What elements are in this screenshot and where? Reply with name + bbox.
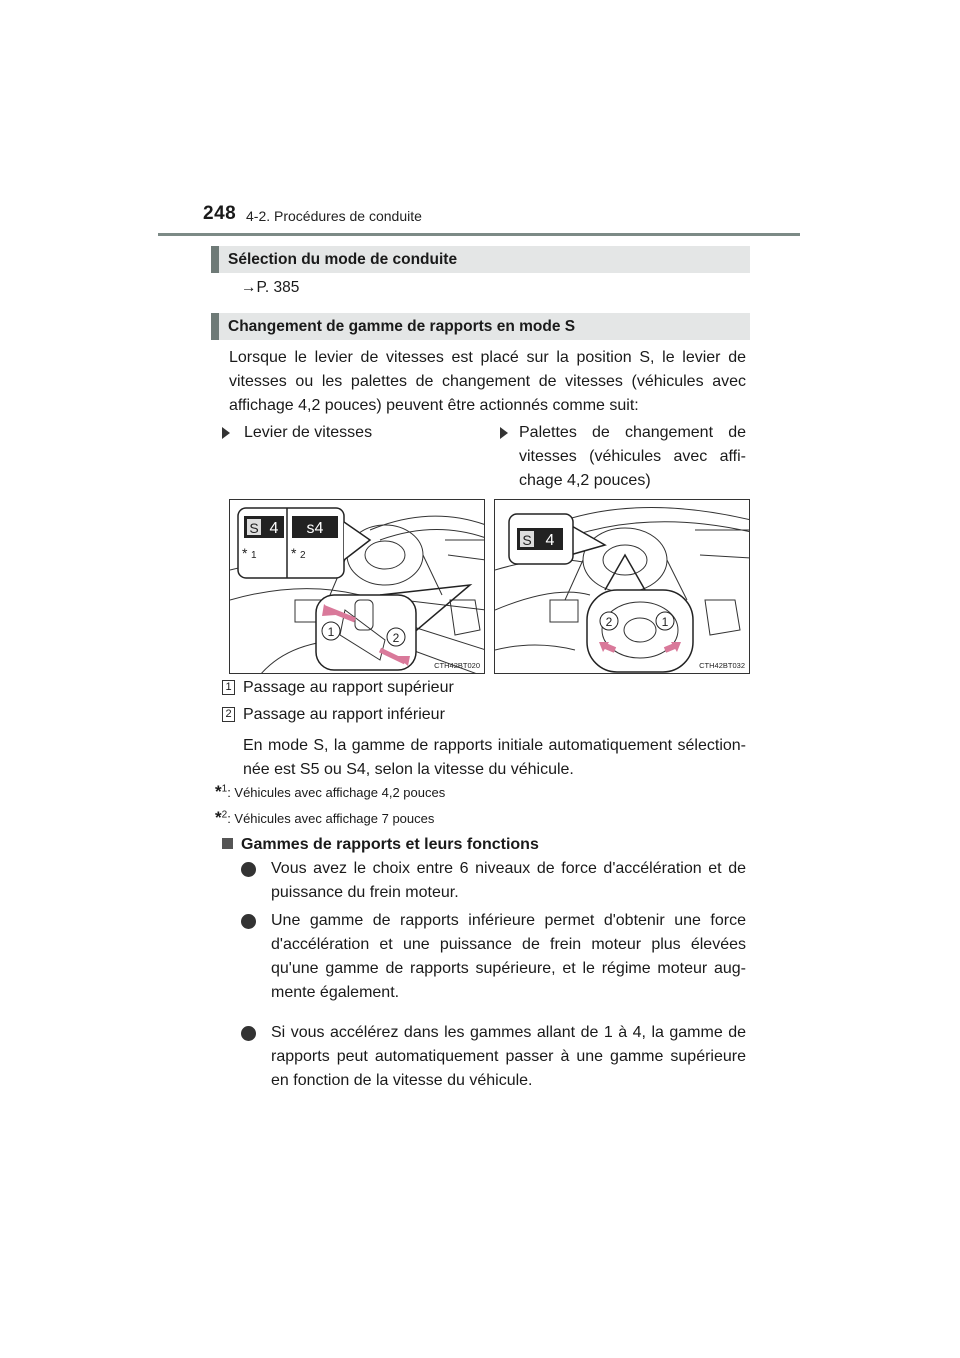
bullet-text-1: Vous avez le choix entre 6 niveaux de force d'accélération et de puissance du frein moteur. — [271, 860, 746, 901]
figure-left-badge-b: s4 — [306, 520, 324, 537]
section-heading-s-mode — [211, 313, 750, 340]
chapter-title: 4-2. Procédures de conduite — [246, 208, 422, 224]
figure-code: CTH42BT020 — [434, 661, 480, 670]
subsection-heading — [222, 836, 539, 854]
footnote-sup: 2 — [221, 809, 228, 821]
figure-paddles — [494, 499, 750, 674]
bullet-text-2: Une gamme de rapports inférieure permet d'obtenir une force d'accélération et une puissance de frein moteur plus élevées qu'une gamme de rapports supérieure, et le régime moteur aug-mente également. — [271, 912, 746, 1001]
section-heading-text: Sélection du mode de conduite — [228, 251, 458, 268]
legend-number-1: 1 — [222, 680, 235, 695]
triangle-bullet-icon — [222, 427, 230, 439]
figure-right-badge: 4 — [545, 532, 555, 549]
bullet-dot-icon — [241, 862, 256, 877]
figure-right-badge-letter: S — [522, 532, 532, 548]
column-heading-shift-lever — [222, 421, 472, 445]
legend-text-1: Passage au rapport supérieur — [243, 679, 454, 696]
figure-code: CTH42BT032 — [699, 661, 745, 670]
footnote-star-icon: * — [242, 545, 248, 561]
bullet-text-3: Si vous accélérez dans les gammes allant de 1 à 4, la gamme de rapports peut automatiquement passer à une gamme supérieure en fonction de la vitesse du véhicule. — [271, 1024, 746, 1089]
column-heading-text: Levier de vitesses — [244, 424, 373, 441]
square-bullet-icon — [222, 838, 233, 849]
bullet-dot-icon — [241, 1026, 256, 1041]
section-heading-drive-mode — [211, 246, 750, 273]
figure-left-note-a: 1 — [251, 550, 257, 561]
legend-text-2: Passage au rapport inférieur — [243, 706, 445, 723]
footnote-star-icon: * — [291, 545, 297, 561]
section-heading-text: Changement de gamme de rapports en mode S — [228, 318, 576, 335]
mode-note-paragraph: En mode S, la gamme de rapports initiale automatiquement sélection-née est S5 ou S4, selon la vitesse du véhicule. — [243, 737, 746, 778]
figure-left-badge-letter: S — [249, 520, 259, 536]
figure-left-num-2: 2 — [392, 631, 400, 645]
footnote-mark: * — [215, 808, 222, 827]
page-number: 248 — [203, 203, 237, 224]
figure-right-num-1: 1 — [661, 615, 669, 629]
figure-shift-lever — [229, 499, 485, 674]
shift-lever-illustration — [230, 500, 485, 674]
figure-left-num-1: 1 — [327, 625, 335, 639]
triangle-bullet-icon — [500, 427, 508, 439]
intro-paragraph: Lorsque le levier de vitesses est placé sur la position S, le levier de vitesses ou les palettes de changement de vitesses (véhicules avec affichage 4,2 pouces) peuvent être actionnés comme suit: — [229, 349, 746, 414]
footnote-1 — [215, 782, 445, 802]
footnote-text: : Véhicules avec affichage 7 pouces — [227, 811, 435, 826]
figure-left-badge-a: 4 — [269, 520, 279, 537]
legend-number-2: 2 — [222, 707, 235, 722]
subsection-heading-text: Gammes de rapports et leurs fonctions — [241, 836, 539, 853]
figure-left-note-b: 2 — [300, 550, 306, 561]
page-reference-link[interactable]: →P. 385 — [241, 279, 300, 296]
footnote-text: : Véhicules avec affichage 4,2 pouces — [227, 785, 446, 800]
column-heading-paddles — [500, 421, 746, 493]
figure-right-num-2: 2 — [605, 615, 613, 629]
footnote-2 — [215, 808, 434, 828]
footnote-mark: * — [215, 782, 222, 801]
header-rule — [158, 233, 800, 236]
footnote-sup: 1 — [221, 783, 228, 795]
bullet-dot-icon — [241, 914, 256, 929]
paddle-shifter-illustration — [495, 500, 750, 674]
column-heading-text: Palettes de changement de vitesses (véhicules avec affi-chage 4,2 pouces) — [519, 424, 746, 489]
